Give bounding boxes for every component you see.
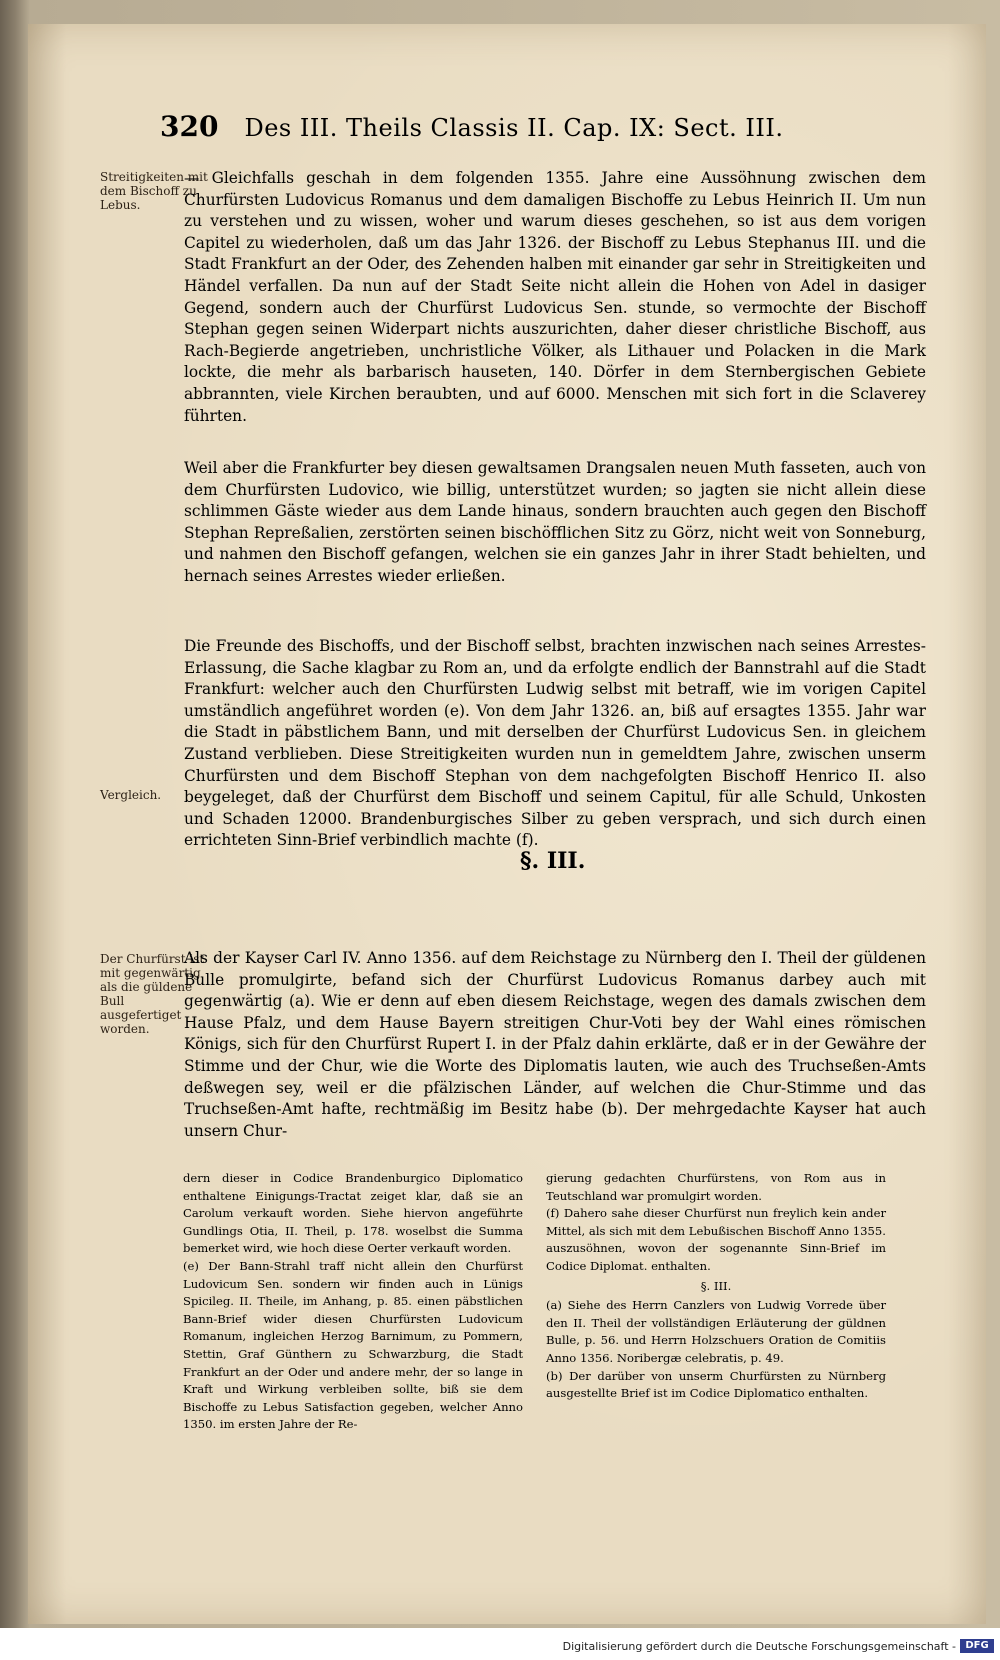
page-header — [160, 110, 920, 150]
paragraph-4: Als der Kayser Carl IV. Anno 1356. auf dem Reichstage zu Nürnberg den I. Theil der güldenen Bulle promulgirte, befand sich der Churfürst Ludovicus Romanus darbey auch mit gegenwärtig (a). Wie er denn auf eben diesem Reichstage, wegen des damals zwischen dem Hause Pfalz, und dem Hause Bayern streitigen Chur-Voti bey der Wahl eines römischen Königs, sich für den Churfürst Rupert I. in der Pfalz dahin erklärte, daß er in der Gewähre der Stimme und der Chur, wie die Worte des Diplomatis lauten, wie auch des Truchseßen-Amts deßwegen sey, weil er die pfälzischen Länder, auf welchen die Chur-Stimme und das Truchseßen-Amt hafte, rechtmäßig im Besitz habe (b). Der mehrgedachte Kayser hat auch unsern Chur- — [184, 949, 926, 1140]
footnotes-right-column — [546, 1170, 886, 1403]
running-title: Des III. Theils Classis II. Cap. IX: Sect. III. — [244, 114, 784, 142]
footnote-b: (b) Der darüber von unserm Churfürsten zu Nürnberg ausgestellte Brief ist im Codice Diplomatico enthalten. — [546, 1368, 886, 1401]
footnote-continuation: dern dieser in Codice Brandenburgico Diplomatico enthaltene Einigungs-Tractat zeiget klar, daß sie an Carolum verkauft worden. Siehe hiervon angeführte Gundlings Otia, II. Theil, p. 178. woselbst die Summa bemerket wird, wie hoch diese Oerter verkauft worden. — [183, 1171, 523, 1256]
footnote-a: (a) Siehe des Herrn Canzlers von Ludwig Vorrede über den II. Theil der vollständigen Erläuterung der güldnen Bulle, p. 56. und Herrn Holzschuers Oration de Comitiis Anno 1356. Noribergæ celebratis, p. 49. — [546, 1298, 886, 1365]
footnote-continuation-right: gierung gedachten Churfürstens, von Rom aus in Teutschland war promulgirt worden. — [546, 1171, 886, 1203]
paragraph-1: — Gleichfalls geschah in dem folgenden 1355. Jahre eine Aussöhnung zwischen dem Churfürsten Ludovicus Romanus und dem damaligen Bischoffe zu Lebus Heinrich II. Um nun zu verstehen und zu wissen, woher und warum dieses geschehen, so ist aus dem vorigen Capitel zu wiederholen, daß um das Jahr 1326. der Bischoff zu Lebus Stephanus III. und die Stadt Frankfurt an der Oder, des Zehenden halben mit einander gar sehr in Streitigkeiten und Händel verfallen. Da nun auf der Stadt Seite nicht allein die Hohen von Adel in dasiger Gegend, sondern auch der Churfürst Ludovicus Sen. stunde, so vermochte der Bischoff Stephan gegen seinen Widerpart nichts auszurichten, daher dieser christliche Bischoff, aus Rach-Begierde angetrieben, unchristliche Völker, als Lithauer und Polacken in die Mark lockte, die mehr als barbarisch hauseten, 140. Dörfer in dem Sternbergischen Gebiete abbrannten, viele Kirchen beraubten, und auf 6000. Menschen mit sich fort in die Sclaverey führten. — [184, 169, 926, 425]
dfg-credit: Digitalisierung gefördert durch die Deutsche Forschungsgemeinschaft - — [562, 1640, 956, 1653]
footnotes-left-column — [183, 1170, 523, 1434]
footnote-section-heading: §. III. — [700, 1278, 732, 1293]
margin-note-vergleich: Vergleich. — [100, 788, 162, 802]
section-heading: §. III. — [520, 848, 586, 874]
footnote-f: (f) Dahero sahe dieser Churfürst nun freylich kein ander Mittel, als sich mit dem Lebußischen Bischoff Anno 1355. auszusöhnen, wovon der sogenannte Sinn-Brief im Codice Diplomat. enthalten. — [546, 1206, 886, 1273]
margin-note-streitigkeiten: Streitigkeiten mit dem Bischoff zu Lebus. — [100, 170, 208, 212]
margin-note-churfuerst: Der Churfürst ist mit gegenwärtig als die güldene Bull ausgefertiget worden. — [100, 952, 205, 1036]
footnote-e: (e) Der Bann-Strahl traff nicht allein den Churfürst Ludovicum Sen. sondern wir finden auch in Lünigs Spicileg. II. Theile, im Anhang, p. 85. einen päbstlichen Bann-Brief wider diesen Churfürsten Ludovicum Romanum, ingleichen Herzog Barnimum, zu Pommern, Stettin, Graf Günthern zu Schwarzburg, die Stadt Frankfurt an der Oder und andere mehr, der so lange in Kraft und Wirkung verbleiben sollte, biß sie dem Bischoffe zu Lebus Satisfaction gegeben, welcher Anno 1350. im ersten Jahre der Re- — [183, 1258, 523, 1432]
page-number: 320 — [160, 110, 219, 143]
paragraph-2: Weil aber die Frankfurter bey diesen gewaltsamen Drangsalen neuen Muth fasseten, auch von dem Churfürsten Ludovico, wie billig, unterstützet wurden; so jagten sie nicht allein diese schlimmen Gäste wieder aus dem Lande hinaus, sondern brauchten auch gegen den Bischoff Stephan Repreßalien, zerstörten seinen bischöfflichen Sitz zu Görz, nicht weit von Sonneburg, und nahmen den Bischoff gefangen, welchen sie ein ganzes Jahr in ihrer Stadt behielten, und hernach seines Arrestes wieder erließen. — [184, 459, 926, 585]
paragraph-3: Die Freunde des Bischoffs, und der Bischoff selbst, brachten inzwischen nach seines Arrestes-Erlassung, die Sache klagbar zu Rom an, und da erfolgte endlich der Bannstrahl auf die Stadt Frankfurt: welcher auch den Churfürsten Ludwig selbst mit betraff, wie im vorigen Capitel umständlich angeführet worden (e). Von dem Jahr 1326. an, biß auf ersagtes 1355. Jahr war die Stadt in päbstlichem Bann, und mit derselben der Churfürst Ludovicus Sen. in gleichem Zustand verblieben. Diese Streitigkeiten wurden nun in gemeldtem Jahre, zwischen unserm Churfürsten und dem Bischoff Stephan von dem nachgefolgten Bischoff Henrico II. also beygeleget, daß der Churfürst dem Bischoff und seinem Capitul, für alle Schuld, Unkosten und Schaden 12000. Brandenburgisches Silber zu geben versprach, und sich durch einen errichteten Sinn-Brief verbindlich machte (f). — [184, 637, 926, 850]
dfg-logo-icon: DFG — [960, 1639, 994, 1653]
